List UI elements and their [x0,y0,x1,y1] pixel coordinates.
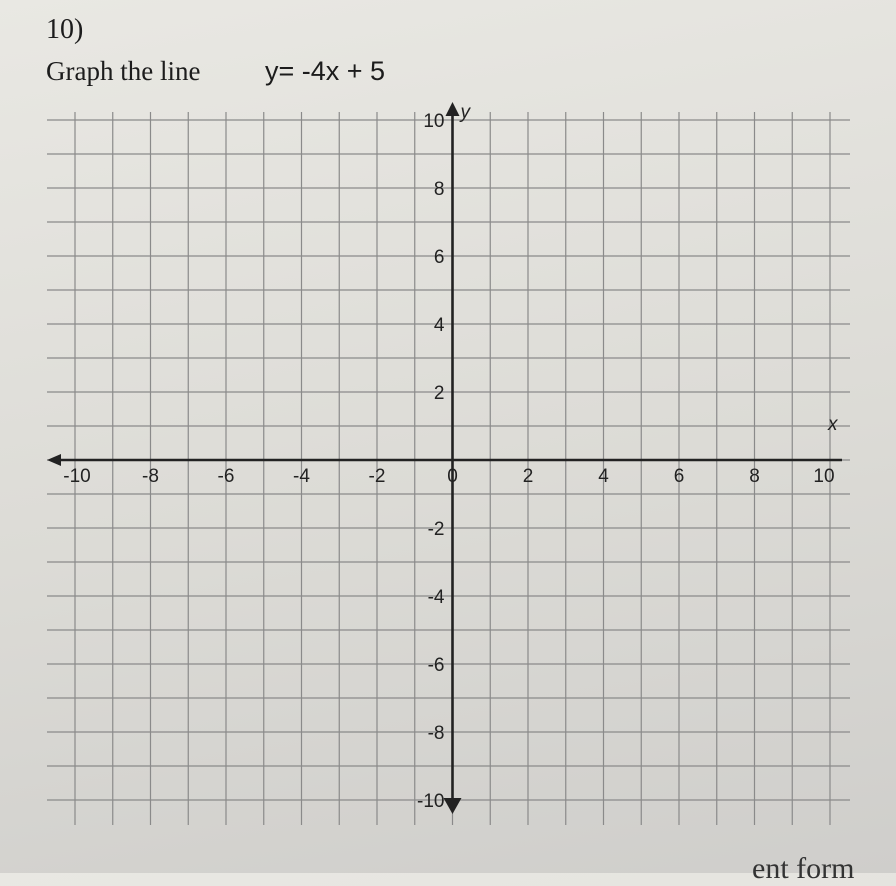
y-tick-label: -10 [417,791,445,812]
x-tick-label: 0 [447,466,458,487]
tick-labels [63,102,839,812]
y-tick-label: 6 [433,247,445,268]
y-tick-label: -4 [427,587,445,608]
x-tick-label: 10 [813,466,835,487]
question-prompt: Graph the line [46,56,201,86]
axes [47,102,842,814]
y-tick-label: 2 [433,383,445,404]
x-tick-label: -2 [368,466,386,487]
x-tick-label: -6 [217,466,235,487]
footer-text: ent form [752,852,855,885]
x-tick-label: 4 [598,466,609,487]
x-axis-label: x [828,414,838,435]
y-tick-label: 10 [423,111,445,132]
x-tick-label: -8 [142,466,159,487]
y-tick-label: 4 [433,315,445,336]
y-tick-label: 8 [433,179,445,200]
y-tick-label: -8 [427,723,445,744]
x-tick-label: -4 [293,466,310,487]
y-axis-arrow-down [444,798,462,814]
x-tick-label: 2 [522,466,534,487]
x-tick-label: 8 [749,466,760,487]
y-axis-label: y [460,102,470,123]
y-tick-label: -2 [427,519,445,540]
equation: y= -4x + 5 [265,56,386,86]
y-axis-arrow-up [446,102,460,116]
y-tick-label: -6 [427,655,445,676]
x-tick-label: 6 [673,466,685,487]
x-tick-label: -10 [63,466,91,487]
x-axis-arrow-left [47,454,61,466]
question-number: 10) [46,14,84,45]
